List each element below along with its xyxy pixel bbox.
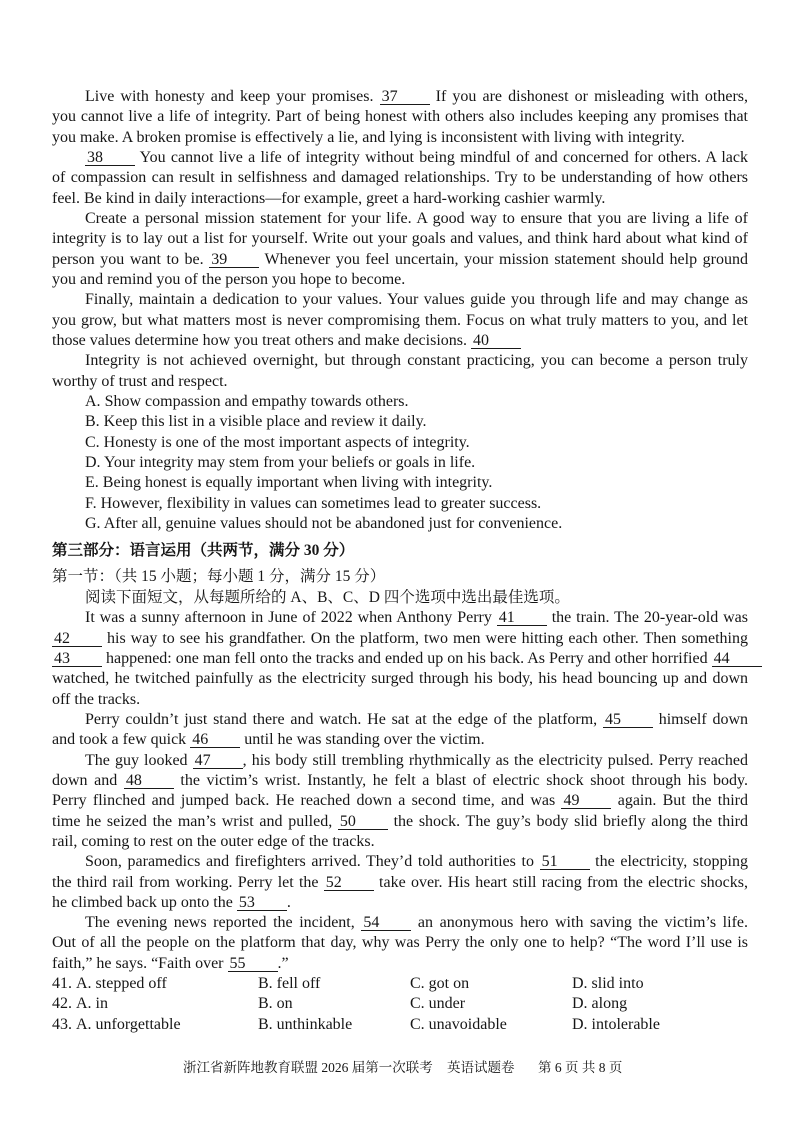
text-line (52, 832, 748, 852)
answer-blank: 55 (228, 956, 278, 972)
text-run: , his body still trembling rhythmically as the electricity pulsed. Perry reached (242, 751, 748, 769)
text-run: an anonymous hero with saving the victim’s life. (411, 914, 749, 932)
passage-paragraph (52, 351, 748, 392)
footer-subject: 英语试题卷 (447, 1060, 515, 1075)
text-run: of compassion can result in selfishness and damaged relationships. Try to be understanding of how others (52, 169, 748, 187)
passage-paragraph (52, 913, 748, 974)
option-item (52, 392, 748, 412)
text-line (52, 87, 748, 107)
text-run: person you want to be. (52, 250, 210, 268)
text-line (52, 893, 748, 913)
choice-d: D. intolerable (572, 1015, 660, 1033)
text-line (52, 873, 748, 893)
text-line (52, 791, 748, 811)
text-line (52, 933, 748, 953)
text-run: off the tracks. (52, 690, 141, 708)
question-number: 42. (52, 995, 72, 1013)
text-line (52, 954, 748, 974)
text-line (52, 270, 748, 290)
text-line (52, 771, 748, 791)
text-run: you cannot live a life of integrity. Part of being honest with others also includes keeping any promises that (52, 108, 748, 126)
option-text: After all, genuine values should not be abandoned just for convenience. (103, 514, 563, 532)
text-run: the third rail from working. Perry let the (52, 873, 324, 891)
cloze-passage (52, 608, 748, 974)
text-line (52, 189, 748, 209)
choice-a: A. stepped off (76, 975, 167, 993)
text-run: you grow, but what matters most is never compromising them. Focus on what truly matters to you, and let (52, 311, 748, 329)
text-run: those values determine how you treat others and make decisions. (52, 331, 471, 349)
reading-passage (52, 87, 748, 392)
text-line (52, 107, 748, 127)
section-heading: 第一节：（共 15 小题；每小题 1 分，满分 15 分） (52, 568, 386, 586)
answer-blank: 48 (124, 773, 174, 789)
option-item (52, 412, 748, 432)
text-run: the electricity, stopping (589, 853, 748, 871)
text-run: time he seized the man’s wrist and pulled, (52, 812, 338, 830)
option-letter: D. (85, 453, 101, 471)
answer-blank: 37 (380, 89, 430, 105)
answer-blank: 49 (561, 793, 611, 809)
text-line (52, 351, 748, 371)
option-text: Honesty is one of the most important aspects of integrity. (103, 433, 470, 451)
text-run: he climbed back up onto the (52, 893, 237, 911)
text-run: the victim’s wrist. Instantly, he felt a blast of electric shock shoot through his body. (173, 771, 749, 789)
answer-blank: 46 (190, 732, 240, 748)
passage-paragraph (52, 209, 748, 290)
option-letter: A. (85, 392, 101, 410)
passage-paragraph (52, 87, 748, 148)
choice-a: A. unforgettable (76, 1015, 181, 1033)
answer-blank: 38 (85, 150, 135, 166)
choice-c: C. under (410, 995, 466, 1013)
text-run: happened: one man fell onto the tracks and ended up on his back. As Perry and other horrified (102, 649, 712, 667)
answer-blank: 44 (712, 651, 762, 667)
question-row (52, 994, 748, 1014)
question-number: 41. (52, 975, 72, 993)
option-item (52, 514, 748, 534)
text-run: You cannot live a life of integrity without being mindful of and concerned for others. A lack (135, 148, 748, 166)
text-run: the shock. The guy’s body slid briefly along the third (387, 812, 748, 830)
text-run: the train. The 20-year-old was (546, 609, 748, 627)
question-row (52, 974, 748, 994)
text-run: until he was standing over the victim. (240, 731, 485, 749)
choice-b: B. fell off (258, 975, 321, 993)
option-text: However, flexibility in values can sometimes lead to greater success. (100, 494, 542, 512)
question-row (52, 1015, 748, 1035)
text-run: watched, he twitched painfully as the electricity surged through his body, his head bouncing up and down (52, 670, 748, 688)
option-letter: F. (85, 494, 97, 512)
text-run: down and (52, 771, 124, 789)
text-run: Out of all the people on the platform that day, why was Perry the only one to help? “The word I’ll use is (52, 934, 748, 952)
option-letter: G. (85, 514, 101, 532)
answer-blank: 53 (237, 895, 287, 911)
text-run: himself down (652, 710, 749, 728)
text-line (52, 913, 748, 933)
text-line (52, 372, 748, 392)
text-line (52, 290, 748, 310)
passage-paragraph (52, 710, 748, 751)
text-run: you and remind you of the person you hope to become. (52, 270, 406, 288)
answer-blank: 52 (324, 875, 374, 891)
option-text: Being honest is equally important when living with integrity. (102, 474, 493, 492)
question-list (52, 974, 748, 1035)
text-line (52, 168, 748, 188)
option-letter: B. (85, 413, 100, 431)
option-item (52, 453, 748, 473)
text-run: rail, coming to rest on the outer edge of the tracks. (52, 832, 375, 850)
answer-blank: 41 (497, 610, 547, 626)
part-heading: 第三部分：语言运用（共两节，满分 30 分） (52, 542, 355, 560)
choice-c: C. unavoidable (410, 1015, 507, 1033)
text-line (52, 649, 748, 669)
choice-b: B. on (258, 995, 293, 1013)
question-number: 43. (52, 1015, 72, 1033)
text-run: you make. A broken promise is effectively a lie, and lying is inconsistent with living with integrity. (52, 128, 685, 146)
option-letter: C. (85, 433, 100, 451)
text-run: If you are dishonest or misleading with others, (429, 88, 749, 105)
text-line (52, 710, 748, 730)
answer-blank: 42 (52, 631, 102, 647)
passage-paragraph (52, 148, 748, 209)
text-run: The evening news reported the incident, (85, 914, 362, 932)
text-run: Perry couldn’t just stand there and watch. He sat at the edge of the platform, (85, 710, 603, 728)
text-line (52, 669, 748, 689)
text-run: . (286, 893, 291, 911)
text-run: worthy of trust and respect. (52, 372, 228, 390)
text-run: again. But the third (611, 792, 749, 810)
option-item (52, 473, 748, 493)
text-run: Live with honesty and keep your promises. (85, 88, 380, 105)
answer-blank: 43 (52, 651, 102, 667)
text-run: Integrity is not achieved overnight, but through constant practicing, you can become a person truly (85, 352, 748, 370)
answer-blank: 54 (361, 915, 411, 931)
option-item (52, 433, 748, 453)
text-run: Finally, maintain a dedication to your values. Your values guide you through life and may change as (85, 291, 748, 309)
text-run: Whenever you feel uncertain, your mission statement should help ground (259, 250, 749, 268)
text-line (52, 852, 748, 872)
text-run: take over. His heart still racing from the electric shocks, (373, 873, 749, 891)
answer-blank: 45 (603, 712, 653, 728)
text-run: integrity is to lay out a list for yourself. Write out your goals and values, and think hard about what kind of (52, 230, 748, 248)
answer-blank: 40 (471, 333, 521, 349)
text-run: faith,” he says. “Faith over (52, 954, 228, 972)
text-line (52, 690, 748, 710)
text-run: his way to see his grandfather. On the platform, two men were hitting each other. Then something (102, 629, 748, 647)
text-line (52, 812, 748, 832)
text-run: feel. Be kind in daily interactions—for example, greet a hard-working cashier warmly. (52, 189, 606, 207)
text-run: The guy looked (85, 751, 193, 769)
option-text: Your integrity may stem from your beliefs or goals in life. (103, 453, 476, 471)
choice-d: D. slid into (572, 975, 644, 993)
choice-b: B. unthinkable (258, 1015, 353, 1033)
footer-page-number: 第 6 页 共 8 页 (538, 1060, 623, 1075)
option-text: Keep this list in a visible place and review it daily. (103, 413, 427, 431)
option-letter: E. (85, 474, 99, 492)
page-footer (0, 1058, 800, 1078)
text-run: Soon, paramedics and firefighters arrived. They’d told authorities to (85, 853, 540, 871)
passage-paragraph (52, 852, 748, 913)
text-line (52, 730, 748, 750)
text-line (52, 608, 748, 628)
text-run: and took a few quick (52, 731, 191, 749)
text-line (52, 250, 748, 270)
answer-blank: 39 (209, 252, 259, 268)
choice-d: D. along (572, 995, 628, 1013)
text-run: Perry flinched and jumped back. He reached down a second time, and was (52, 792, 562, 810)
text-line (52, 128, 748, 148)
text-line (52, 331, 748, 351)
page-content (52, 87, 748, 1035)
choice-c: C. got on (410, 975, 470, 993)
option-text: Show compassion and empathy towards others. (104, 392, 409, 410)
text-line (52, 629, 748, 649)
text-run: Create a personal mission statement for your life. A good way to ensure that you are living a life of (85, 209, 748, 227)
answer-blank: 50 (338, 814, 388, 830)
text-line (52, 229, 748, 249)
passage-paragraph (52, 608, 748, 710)
text-line (52, 311, 748, 331)
passage-paragraph (52, 751, 748, 853)
text-run: It was a sunny afternoon in June of 2022 when Anthony Perry (85, 609, 497, 627)
options-list (52, 392, 748, 534)
text-line (52, 751, 748, 771)
answer-blank: 47 (193, 753, 243, 769)
text-line (52, 209, 748, 229)
text-run: .” (277, 954, 289, 972)
section-instruction: 阅读下面短文，从每题所给的 A、B、C、D 四个选项中选出最佳选项。 (85, 588, 570, 606)
passage-paragraph (52, 290, 748, 351)
option-item (52, 494, 748, 514)
choice-a: A. in (76, 995, 108, 1013)
text-line (52, 148, 748, 168)
answer-blank: 51 (540, 854, 590, 870)
footer-exam-name: 浙江省新阵地教育联盟 2026 届第一次联考 (183, 1060, 433, 1075)
